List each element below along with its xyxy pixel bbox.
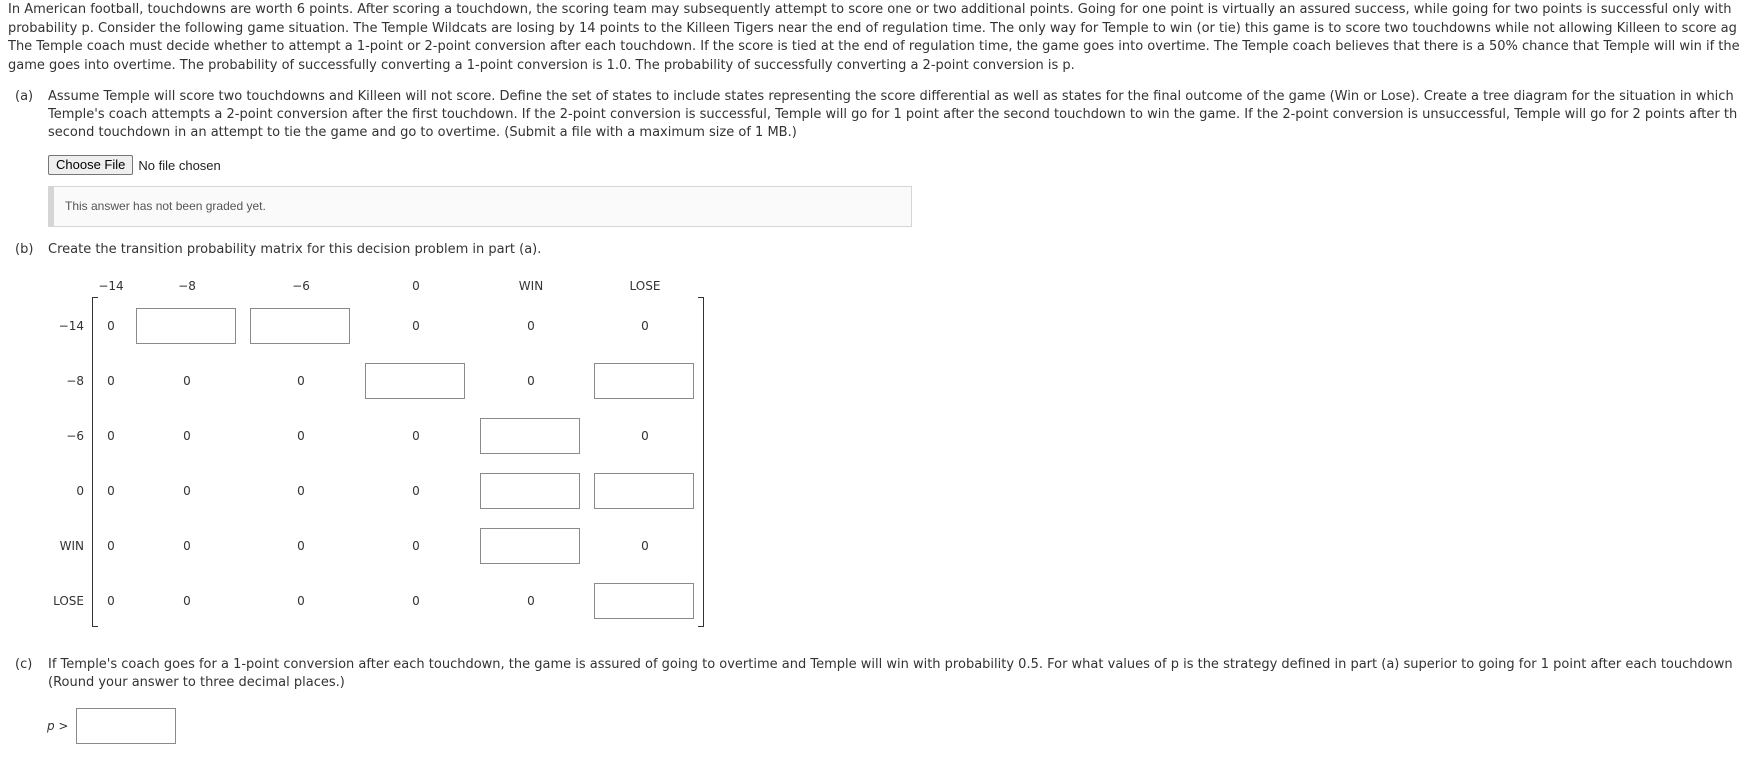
matrix-input-r0-c2[interactable] [250,308,350,344]
choose-file-button[interactable]: Choose File [48,155,133,175]
part-c-line-2: (Round your answer to three decimal places.) [48,675,345,690]
matrix-row-header-2: −6 [66,429,84,443]
matrix-cell-r2-c5: 0 [641,429,649,443]
part-b-text: Create the transition probability matrix for this decision problem in part (a). [48,242,542,257]
matrix-cell-r3-c1: 0 [183,484,191,498]
p-answer-input[interactable] [76,708,176,744]
matrix-cell-r2-c1: 0 [183,429,191,443]
matrix-col-header-2: −6 [292,279,310,293]
matrix-cell-r0-c3: 0 [412,319,420,333]
matrix-cell-r4-c2: 0 [297,539,305,553]
matrix-cell-r0-c5: 0 [641,319,649,333]
matrix-cell-r1-c1: 0 [183,374,191,388]
matrix-cell-r2-c3: 0 [412,429,420,443]
matrix-cell-r1-c4: 0 [527,374,535,388]
matrix-cell-r4-c1: 0 [183,539,191,553]
matrix-cell-r2-c0: 0 [107,429,115,443]
matrix-input-r5-c5[interactable] [594,583,694,619]
matrix-cell-r4-c3: 0 [412,539,420,553]
graded-notice [48,186,912,227]
problem-line-4: game goes into overtime. The probability of successfully converting a 1-point conversion is 1.0. The probability of successfully converting a 2-point conversion is p. [8,57,1075,73]
graded-message: This answer has not been graded yet. [65,199,266,213]
file-upload [48,155,221,175]
matrix-input-r1-c3[interactable] [365,363,465,399]
matrix-cell-r3-c3: 0 [412,484,420,498]
matrix-input-r3-c4[interactable] [480,473,580,509]
matrix-cell-r5-c3: 0 [412,594,420,608]
file-status: No file chosen [138,157,221,173]
matrix-cell-r4-c5: 0 [641,539,649,553]
matrix-cell-r1-c0: 0 [107,374,115,388]
problem-line-2: probability p. Consider the following game situation. The Temple Wildcats are losing by 14 points to the Killeen Tigers near the end of regulation time. The only way for Temple to win (or tie) this game is to score two touchdowns while not allowing Killeen to score ag [8,20,1737,36]
matrix-row-header-5: LOSE [53,594,84,608]
matrix-cell-r3-c2: 0 [297,484,305,498]
matrix-bracket-right [698,297,704,627]
matrix-col-header-0: −14 [98,279,124,293]
matrix-cell-r4-c0: 0 [107,539,115,553]
part-a-line-3: second touchdown in an attempt to tie the game and go to overtime. (Submit a file with a maximum size of 1 MB.) [48,125,797,140]
problem-line-3: The Temple coach must decide whether to attempt a 1-point or 2-point conversion after each touchdown. If the score is tied at the end of regulation time, the game goes into overtime. The Temple coach believes that there is a 50% chance that Temple will win if the [8,39,1740,54]
matrix-cell-r1-c2: 0 [297,374,305,388]
matrix-row-header-3: 0 [76,484,84,498]
matrix-col-header-5: LOSE [629,279,661,293]
matrix-cell-r0-c4: 0 [527,319,535,333]
matrix-row-header-0: −14 [58,319,84,333]
part-a-line-2: Temple's coach attempts a 2-point conversion after the first touchdown. If the 2-point conversion is successful, Temple will go for 1 point after the second touchdown to win the game. If the 2-point conversion is unsuccessful, Temple will go for 2 points after th [48,107,1738,122]
matrix-cell-r5-c1: 0 [183,594,191,608]
matrix-bracket-left [92,297,98,627]
part-c-text [48,656,1733,692]
matrix-col-header-3: 0 [412,279,420,293]
problem-statement [8,1,1750,75]
part-a-line-1: Assume Temple will score two touchdowns and Killeen will not score. Define the set of states to include states representing the score differential as well as states for the final outcome of the game (Win or Lose). Create a tree diagram for the situation in which [48,89,1734,104]
matrix-input-r2-c4[interactable] [480,418,580,454]
matrix-cell-r5-c2: 0 [297,594,305,608]
matrix-input-r0-c1[interactable] [136,308,236,344]
part-c-line-1: If Temple's coach goes for a 1-point conversion after each touchdown, the game is assured of going to overtime and Temple will win with probability 0.5. For what values of p is the strategy defined in part (a) superior to going for 1 point after each touchdown [48,657,1733,672]
matrix-cell-r0-c0: 0 [107,319,115,333]
matrix-input-r1-c5[interactable] [594,363,694,399]
matrix-cell-r2-c2: 0 [297,429,305,443]
matrix-col-header-1: −8 [178,279,196,293]
p-answer-label: p > [47,719,69,733]
part-b-label: (b) [15,242,34,257]
matrix-cell-r3-c0: 0 [107,484,115,498]
matrix-cell-r5-c4: 0 [527,594,535,608]
matrix-col-header-4: WIN [518,279,544,293]
part-c-label: (c) [15,657,33,672]
matrix-input-r3-c5[interactable] [594,473,694,509]
problem-line-1: In American football, touchdowns are worth 6 points. After scoring a touchdown, the scoring team may subsequently attempt to score one or two additional points. Going for one point is virtually an assured success, while going for two points is successful only with [8,2,1732,17]
part-a-label: (a) [15,89,34,104]
matrix-row-header-1: −8 [66,374,84,388]
matrix-cell-r5-c0: 0 [107,594,115,608]
part-a-text [48,88,1737,142]
matrix-input-r4-c4[interactable] [480,528,580,564]
matrix-row-header-4: WIN [59,539,84,553]
